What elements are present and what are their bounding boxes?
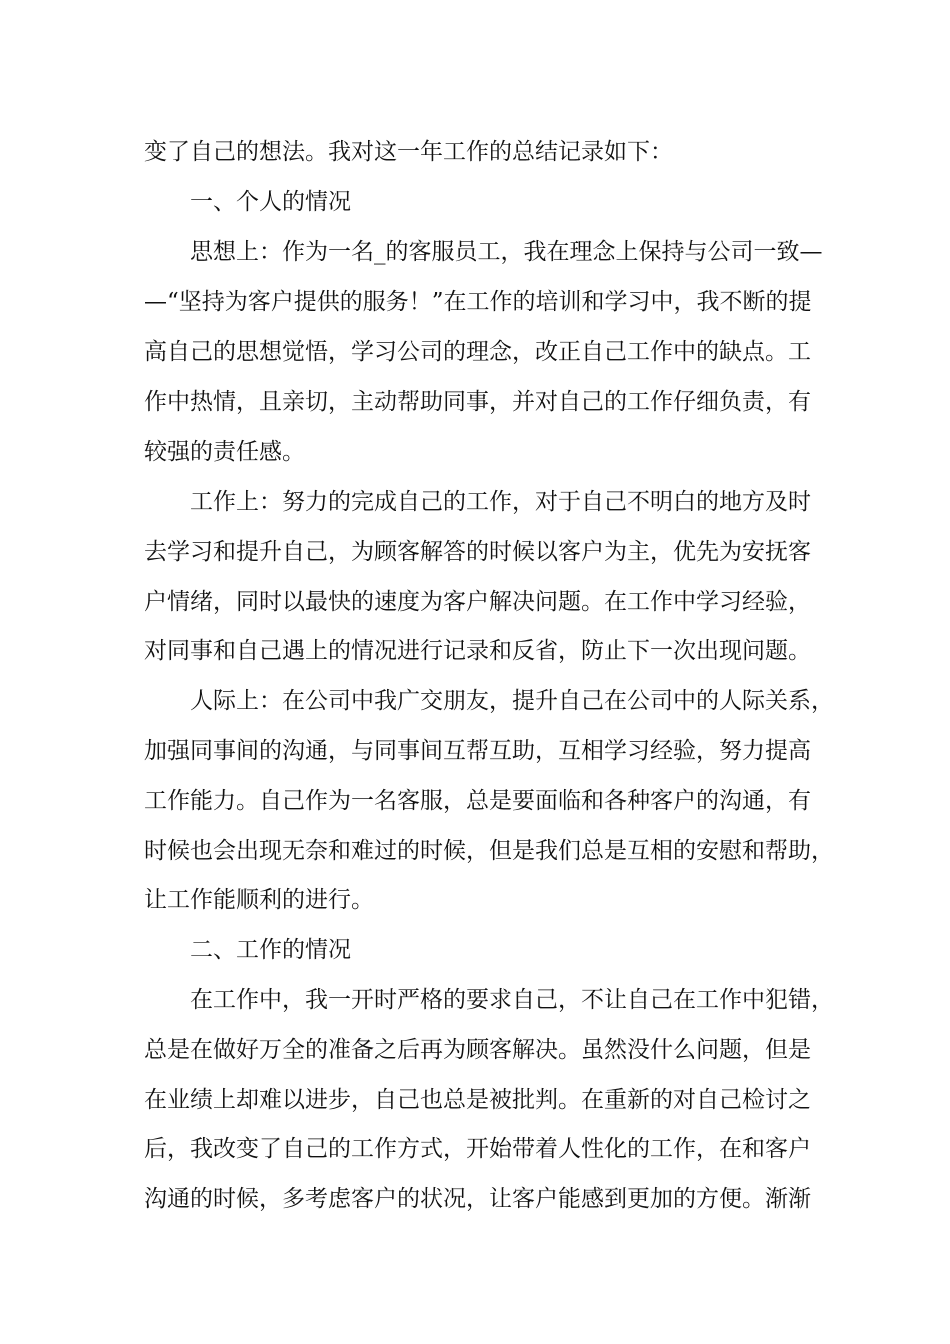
text-line: 较强的责任感。 bbox=[144, 439, 305, 465]
text-line: 沟通的时候，多考虑客户的状况，让客户能感到更加的方便。渐渐 bbox=[144, 1186, 811, 1212]
text-line: 户情绪，同时以最快的速度为客户解决问题。在工作中学习经验， bbox=[144, 589, 811, 615]
text-line: 高自己的思想觉悟，学习公司的理念，改正自己工作中的缺点。工 bbox=[144, 339, 811, 365]
text-line: 在工作中，我一开时严格的要求自己，不让自己在工作中犯错， bbox=[190, 987, 834, 1013]
text-line: 后，我改变了自己的工作方式，开始带着人性化的工作，在和客户 bbox=[144, 1136, 811, 1162]
text-line: 工作能力。自己作为一名客服，总是要面临和各种客户的沟通，有 bbox=[144, 788, 811, 814]
text-line: 时候也会出现无奈和难过的时候，但是我们总是互相的安慰和帮助， bbox=[144, 838, 834, 864]
text-line: 人际上：在公司中我广交朋友，提升自己在公司中的人际关系， bbox=[190, 688, 834, 714]
text-line: 变了自己的想法。我对这一年工作的总结记录如下： bbox=[144, 139, 673, 165]
text-line: 作中热情，且亲切，主动帮助同事，并对自己的工作仔细负责，有 bbox=[144, 389, 811, 415]
text-line: 工作上：努力的完成自己的工作，对于自己不明白的地方及时 bbox=[190, 489, 811, 515]
text-line: 去学习和提升自己，为顾客解答的时候以客户为主，优先为安抚客 bbox=[144, 539, 811, 565]
text-line: —“坚持为客户提供的服务！”在工作的培训和学习中，我不断的提 bbox=[144, 289, 812, 315]
text-line: 思想上：作为一名_的客服员工，我在理念上保持与公司一致— bbox=[190, 239, 823, 265]
text-line: 对同事和自己遇上的情况进行记录和反省，防止下一次出现问题。 bbox=[144, 638, 811, 664]
text-line: 加强同事间的沟通，与同事间互帮互助，互相学习经验，努力提高 bbox=[144, 738, 811, 764]
text-line: 在业绩上却难以进步，自己也总是被批判。在重新的对自己检讨之 bbox=[144, 1087, 811, 1113]
text-line: 让工作能顺利的进行。 bbox=[144, 887, 374, 913]
text-line: 总是在做好万全的准备之后再为顾客解决。虽然没什么问题，但是 bbox=[144, 1037, 811, 1063]
section-heading: 二、工作的情况 bbox=[190, 937, 351, 963]
section-heading: 一、个人的情况 bbox=[190, 189, 351, 215]
